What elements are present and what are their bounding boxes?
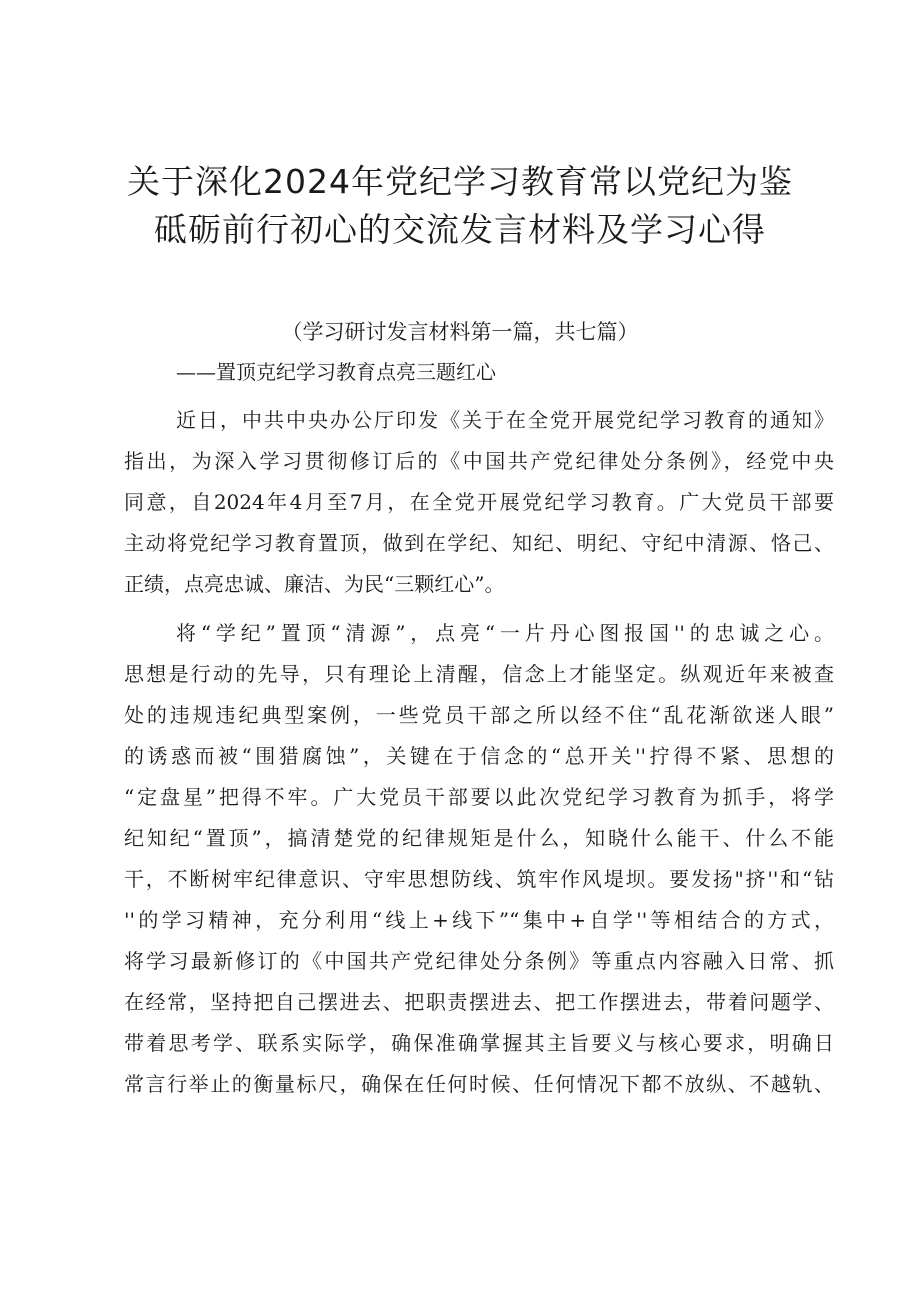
title-line-1: 关于深化2024年党纪学习教育常以党纪为鉴 bbox=[127, 162, 793, 201]
paragraph-1 bbox=[124, 400, 834, 605]
paragraph-gap bbox=[124, 605, 834, 613]
paragraph-line: 正绩，点亮忠诚、廉洁、为民“三颗红心”。 bbox=[124, 572, 505, 596]
paragraph-line: 干，不断树牢纪律意识、守牢思想防线、筑牢作风堤坝。要发扬"挤''和“钻 bbox=[124, 867, 834, 891]
document-body bbox=[124, 400, 834, 1105]
paragraph-line: 将“学纪”置顶“清源”，点亮“一片丹心图报国''的忠诚之心。 bbox=[176, 621, 834, 645]
document-subtitle: （学习研讨发言材料第一篇，共七篇） bbox=[281, 320, 639, 344]
paragraph-line: 纪知纪“置顶”，搞清楚党的纪律规矩是什么，知晓什么能干、什么不能 bbox=[124, 826, 834, 850]
paragraph-line: 在经常，坚持把自己摆进去、把职责摆进去、把工作摆进去，带着问题学、 bbox=[124, 990, 834, 1014]
paragraph-line: 处的违规违纪典型案例，一些党员干部之所以经不住“乱花渐欲迷人眼” bbox=[124, 703, 834, 727]
paragraph-line: ''的学习精神，充分利用“线上+线下”“集中+自学''等相结合的方式， bbox=[124, 908, 834, 932]
paragraph-2 bbox=[124, 613, 834, 1105]
title-line-2: 砥砺前行初心的交流发言材料及学习心得 bbox=[154, 210, 766, 249]
document-title bbox=[110, 158, 810, 254]
paragraph-line: 指出，为深入学习贯彻修订后的《中国共产党纪律处分条例》，经党中央 bbox=[124, 449, 834, 473]
paragraph-line: 思想是行动的先导，只有理论上清醒，信念上才能坚定。纵观近年来被查 bbox=[124, 662, 834, 686]
paragraph-line: 的诱惑而被“围猎腐蚀”，关键在于信念的“总开关''拧得不紧、思想的 bbox=[124, 744, 834, 768]
paragraph-line: “定盘星”把得不牢。广大党员干部要以此次党纪学习教育为抓手，将学 bbox=[124, 785, 834, 809]
paragraph-line: 主动将党纪学习教育置顶，做到在学纪、知纪、明纪、守纪中清源、恪己、 bbox=[124, 531, 834, 555]
paragraph-line: 带着思考学、联系实际学，确保准确掌握其主旨要义与核心要求，明确日 bbox=[124, 1031, 834, 1055]
paragraph-line: 同意，自2024年4月至7月，在全党开展党纪学习教育。广大党员干部要 bbox=[124, 490, 834, 514]
section-heading: ——置顶克纪学习教育点亮三题红心 bbox=[176, 360, 496, 384]
paragraph-line: 近日，中共中央办公厅印发《关于在全党开展党纪学习教育的通知》 bbox=[176, 408, 834, 432]
paragraph-line: 常言行举止的衡量标尺，确保在任何时候、任何情况下都不放纵、不越轨、 bbox=[124, 1072, 834, 1096]
paragraph-line: 将学习最新修订的《中国共产党纪律处分条例》等重点内容融入日常、抓 bbox=[124, 949, 834, 973]
